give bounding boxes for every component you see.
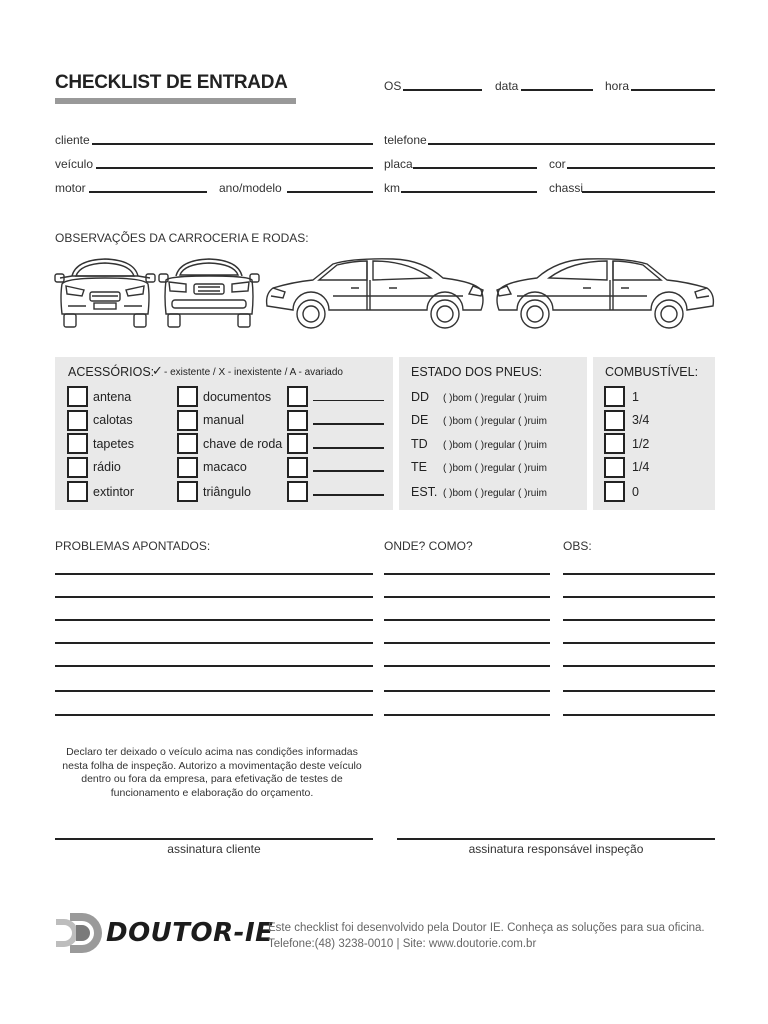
fuel-level-label: 0 bbox=[632, 485, 639, 499]
tire-row-dd[interactable] bbox=[411, 390, 547, 404]
os-label: OS bbox=[384, 79, 402, 93]
problem-line[interactable] bbox=[55, 573, 373, 575]
other-accessory-field-5[interactable] bbox=[313, 494, 384, 496]
color-label: cor bbox=[549, 157, 566, 171]
other-accessory-field-4[interactable] bbox=[313, 470, 384, 472]
doutor-ie-logo-icon bbox=[52, 909, 104, 957]
time-label: hora bbox=[605, 79, 630, 93]
footer-line-2: Telefone:(48) 3238-0010 | Site: www.doutorie.com.br bbox=[268, 938, 537, 950]
tire-row-te[interactable] bbox=[411, 460, 547, 474]
accessories-title: ACESSÓRIOS: bbox=[68, 365, 155, 379]
checkbox-tapetes[interactable] bbox=[67, 433, 88, 454]
client-signature-label: assinatura cliente bbox=[167, 842, 261, 856]
where-how-line[interactable] bbox=[384, 665, 550, 667]
tire-code: EST. bbox=[411, 485, 438, 499]
fuel-level-label: 1/4 bbox=[632, 460, 650, 474]
problem-line[interactable] bbox=[55, 642, 373, 644]
checkbox-other-1[interactable] bbox=[287, 386, 308, 407]
car-right-side-diagram[interactable] bbox=[493, 256, 717, 330]
tire-code: TD bbox=[411, 437, 428, 451]
obs-line[interactable] bbox=[563, 690, 715, 692]
accessory-label: tapetes bbox=[93, 437, 135, 451]
fuel-level-label: 1/2 bbox=[632, 437, 650, 451]
phone-field[interactable] bbox=[428, 143, 715, 145]
checkbox-fuel-1-2[interactable] bbox=[604, 433, 625, 454]
accessory-label: antena bbox=[93, 390, 132, 404]
checkbox-other-3[interactable] bbox=[287, 433, 308, 454]
obs-line[interactable] bbox=[563, 714, 715, 716]
checkbox-documentos[interactable] bbox=[177, 386, 198, 407]
tire-options[interactable]: ( )bom ( )regular ( )ruim bbox=[443, 463, 547, 474]
vehicle-label: veículo bbox=[55, 157, 94, 171]
title-underline bbox=[55, 98, 296, 104]
inspector-signature-line[interactable] bbox=[397, 838, 715, 840]
checkbox-fuel-1[interactable] bbox=[604, 386, 625, 407]
accessory-label: macaco bbox=[203, 460, 247, 474]
checkbox-manual[interactable] bbox=[177, 410, 198, 431]
obs-line[interactable] bbox=[563, 642, 715, 644]
engine-field[interactable] bbox=[89, 191, 207, 193]
problem-line[interactable] bbox=[55, 665, 373, 667]
tire-options[interactable]: ( )bom ( )regular ( )ruim bbox=[443, 393, 547, 404]
tire-code: TE bbox=[411, 460, 427, 474]
problems-label: PROBLEMAS APONTADOS: bbox=[55, 539, 211, 553]
obs-line[interactable] bbox=[563, 596, 715, 598]
date-label: data bbox=[495, 79, 519, 93]
accessory-label: rádio bbox=[93, 460, 121, 474]
obs-label: OBS: bbox=[563, 539, 592, 553]
chassis-label: chassi bbox=[549, 181, 584, 195]
checkbox-calotas[interactable] bbox=[67, 410, 88, 431]
checkbox-other-5[interactable] bbox=[287, 481, 308, 502]
where-how-line[interactable] bbox=[384, 619, 550, 621]
os-field[interactable] bbox=[403, 89, 482, 91]
accessory-label: documentos bbox=[203, 390, 272, 404]
other-accessory-field-2[interactable] bbox=[313, 423, 384, 425]
client-label: cliente bbox=[55, 133, 90, 147]
fuel-level-label: 1 bbox=[632, 390, 639, 404]
tire-row-est[interactable] bbox=[411, 485, 547, 499]
body-observations-label: OBSERVAÇÕES DA CARROCERIA E RODAS: bbox=[55, 231, 309, 245]
tire-code: DD bbox=[411, 390, 430, 404]
fuel-level-label: 3/4 bbox=[632, 413, 650, 427]
accessory-label: extintor bbox=[93, 485, 134, 499]
checkbox-fuel-0[interactable] bbox=[604, 481, 625, 502]
where-how-line[interactable] bbox=[384, 714, 550, 716]
problem-line[interactable] bbox=[55, 619, 373, 621]
footer-line-1: Este checklist foi desenvolvido pela Doutor IE. Conheça as soluções para sua oficina. bbox=[268, 922, 705, 934]
chassis-field[interactable] bbox=[582, 191, 715, 193]
year-model-label: ano/modelo bbox=[219, 181, 282, 195]
checkbox-fuel-1-4[interactable] bbox=[604, 457, 625, 478]
engine-label: motor bbox=[55, 181, 86, 195]
phone-label: telefone bbox=[384, 133, 427, 147]
problem-line[interactable] bbox=[55, 714, 373, 716]
page-title: CHECKLIST DE ENTRADA bbox=[55, 72, 288, 93]
brand-name: DOUTOR-IE bbox=[106, 918, 274, 948]
accessory-label: triângulo bbox=[203, 485, 251, 499]
tire-options[interactable]: ( )bom ( )regular ( )ruim bbox=[443, 440, 547, 451]
obs-line[interactable] bbox=[563, 619, 715, 621]
fuel-title: COMBUSTÍVEL: bbox=[605, 365, 699, 379]
checkbox-macaco[interactable] bbox=[177, 457, 198, 478]
tires-title: ESTADO DOS PNEUS: bbox=[411, 365, 543, 379]
problem-line[interactable] bbox=[55, 690, 373, 692]
car-left-side-diagram[interactable] bbox=[263, 256, 487, 330]
where-how-line[interactable] bbox=[384, 596, 550, 598]
checkbox-antena[interactable] bbox=[67, 386, 88, 407]
obs-line[interactable] bbox=[563, 665, 715, 667]
checkbox-extintor[interactable] bbox=[67, 481, 88, 502]
car-rear-diagram[interactable] bbox=[158, 256, 260, 330]
year-model-field[interactable] bbox=[287, 191, 373, 193]
plate-field[interactable] bbox=[413, 167, 537, 169]
km-label: km bbox=[384, 181, 400, 195]
tire-row-td[interactable] bbox=[411, 437, 547, 451]
tire-code: DE bbox=[411, 413, 429, 427]
obs-line[interactable] bbox=[563, 573, 715, 575]
vehicle-field[interactable] bbox=[96, 167, 373, 169]
where-how-line[interactable] bbox=[384, 642, 550, 644]
time-field[interactable] bbox=[631, 89, 715, 91]
checkbox-chave-de-roda[interactable] bbox=[177, 433, 198, 454]
other-accessory-field-3[interactable] bbox=[313, 447, 384, 449]
checkbox-fuel-3-4[interactable] bbox=[604, 410, 625, 431]
accessory-label: manual bbox=[203, 413, 244, 427]
tire-options[interactable]: ( )bom ( )regular ( )ruim bbox=[443, 416, 547, 427]
where-how-label: ONDE? COMO? bbox=[384, 539, 473, 553]
other-accessory-field-1[interactable] bbox=[313, 400, 384, 401]
where-how-line[interactable] bbox=[384, 573, 550, 575]
client-signature-line[interactable] bbox=[55, 838, 373, 840]
plate-label: placa bbox=[384, 157, 413, 171]
accessory-label: chave de roda bbox=[203, 437, 283, 451]
client-field[interactable] bbox=[92, 143, 373, 145]
problem-line[interactable] bbox=[55, 596, 373, 598]
where-how-line[interactable] bbox=[384, 690, 550, 692]
check-icon: ✓ bbox=[152, 363, 163, 378]
tire-row-de[interactable] bbox=[411, 413, 547, 427]
checkbox-other-2[interactable] bbox=[287, 410, 308, 431]
km-field[interactable] bbox=[401, 191, 537, 193]
inspector-signature-label: assinatura responsável inspeção bbox=[468, 842, 644, 856]
color-field[interactable] bbox=[567, 167, 715, 169]
accessory-label: calotas bbox=[93, 413, 133, 427]
tire-options[interactable]: ( )bom ( )regular ( )ruim bbox=[443, 488, 547, 499]
checkbox-radio[interactable] bbox=[67, 457, 88, 478]
date-field[interactable] bbox=[521, 89, 593, 91]
checkbox-triangulo[interactable] bbox=[177, 481, 198, 502]
accessories-legend: - existente / X - inexistente / A - avariado bbox=[164, 367, 343, 378]
car-front-diagram[interactable] bbox=[54, 256, 156, 330]
declaration-text: Declaro ter deixado o veículo acima nas condições informadas nesta folha de inspeção. Autorizo a movimentação deste veículo dentro ou fora da empresa, para efetivação de testes de funcionamento e elaboração do orçamento. bbox=[62, 746, 362, 799]
checkbox-other-4[interactable] bbox=[287, 457, 308, 478]
